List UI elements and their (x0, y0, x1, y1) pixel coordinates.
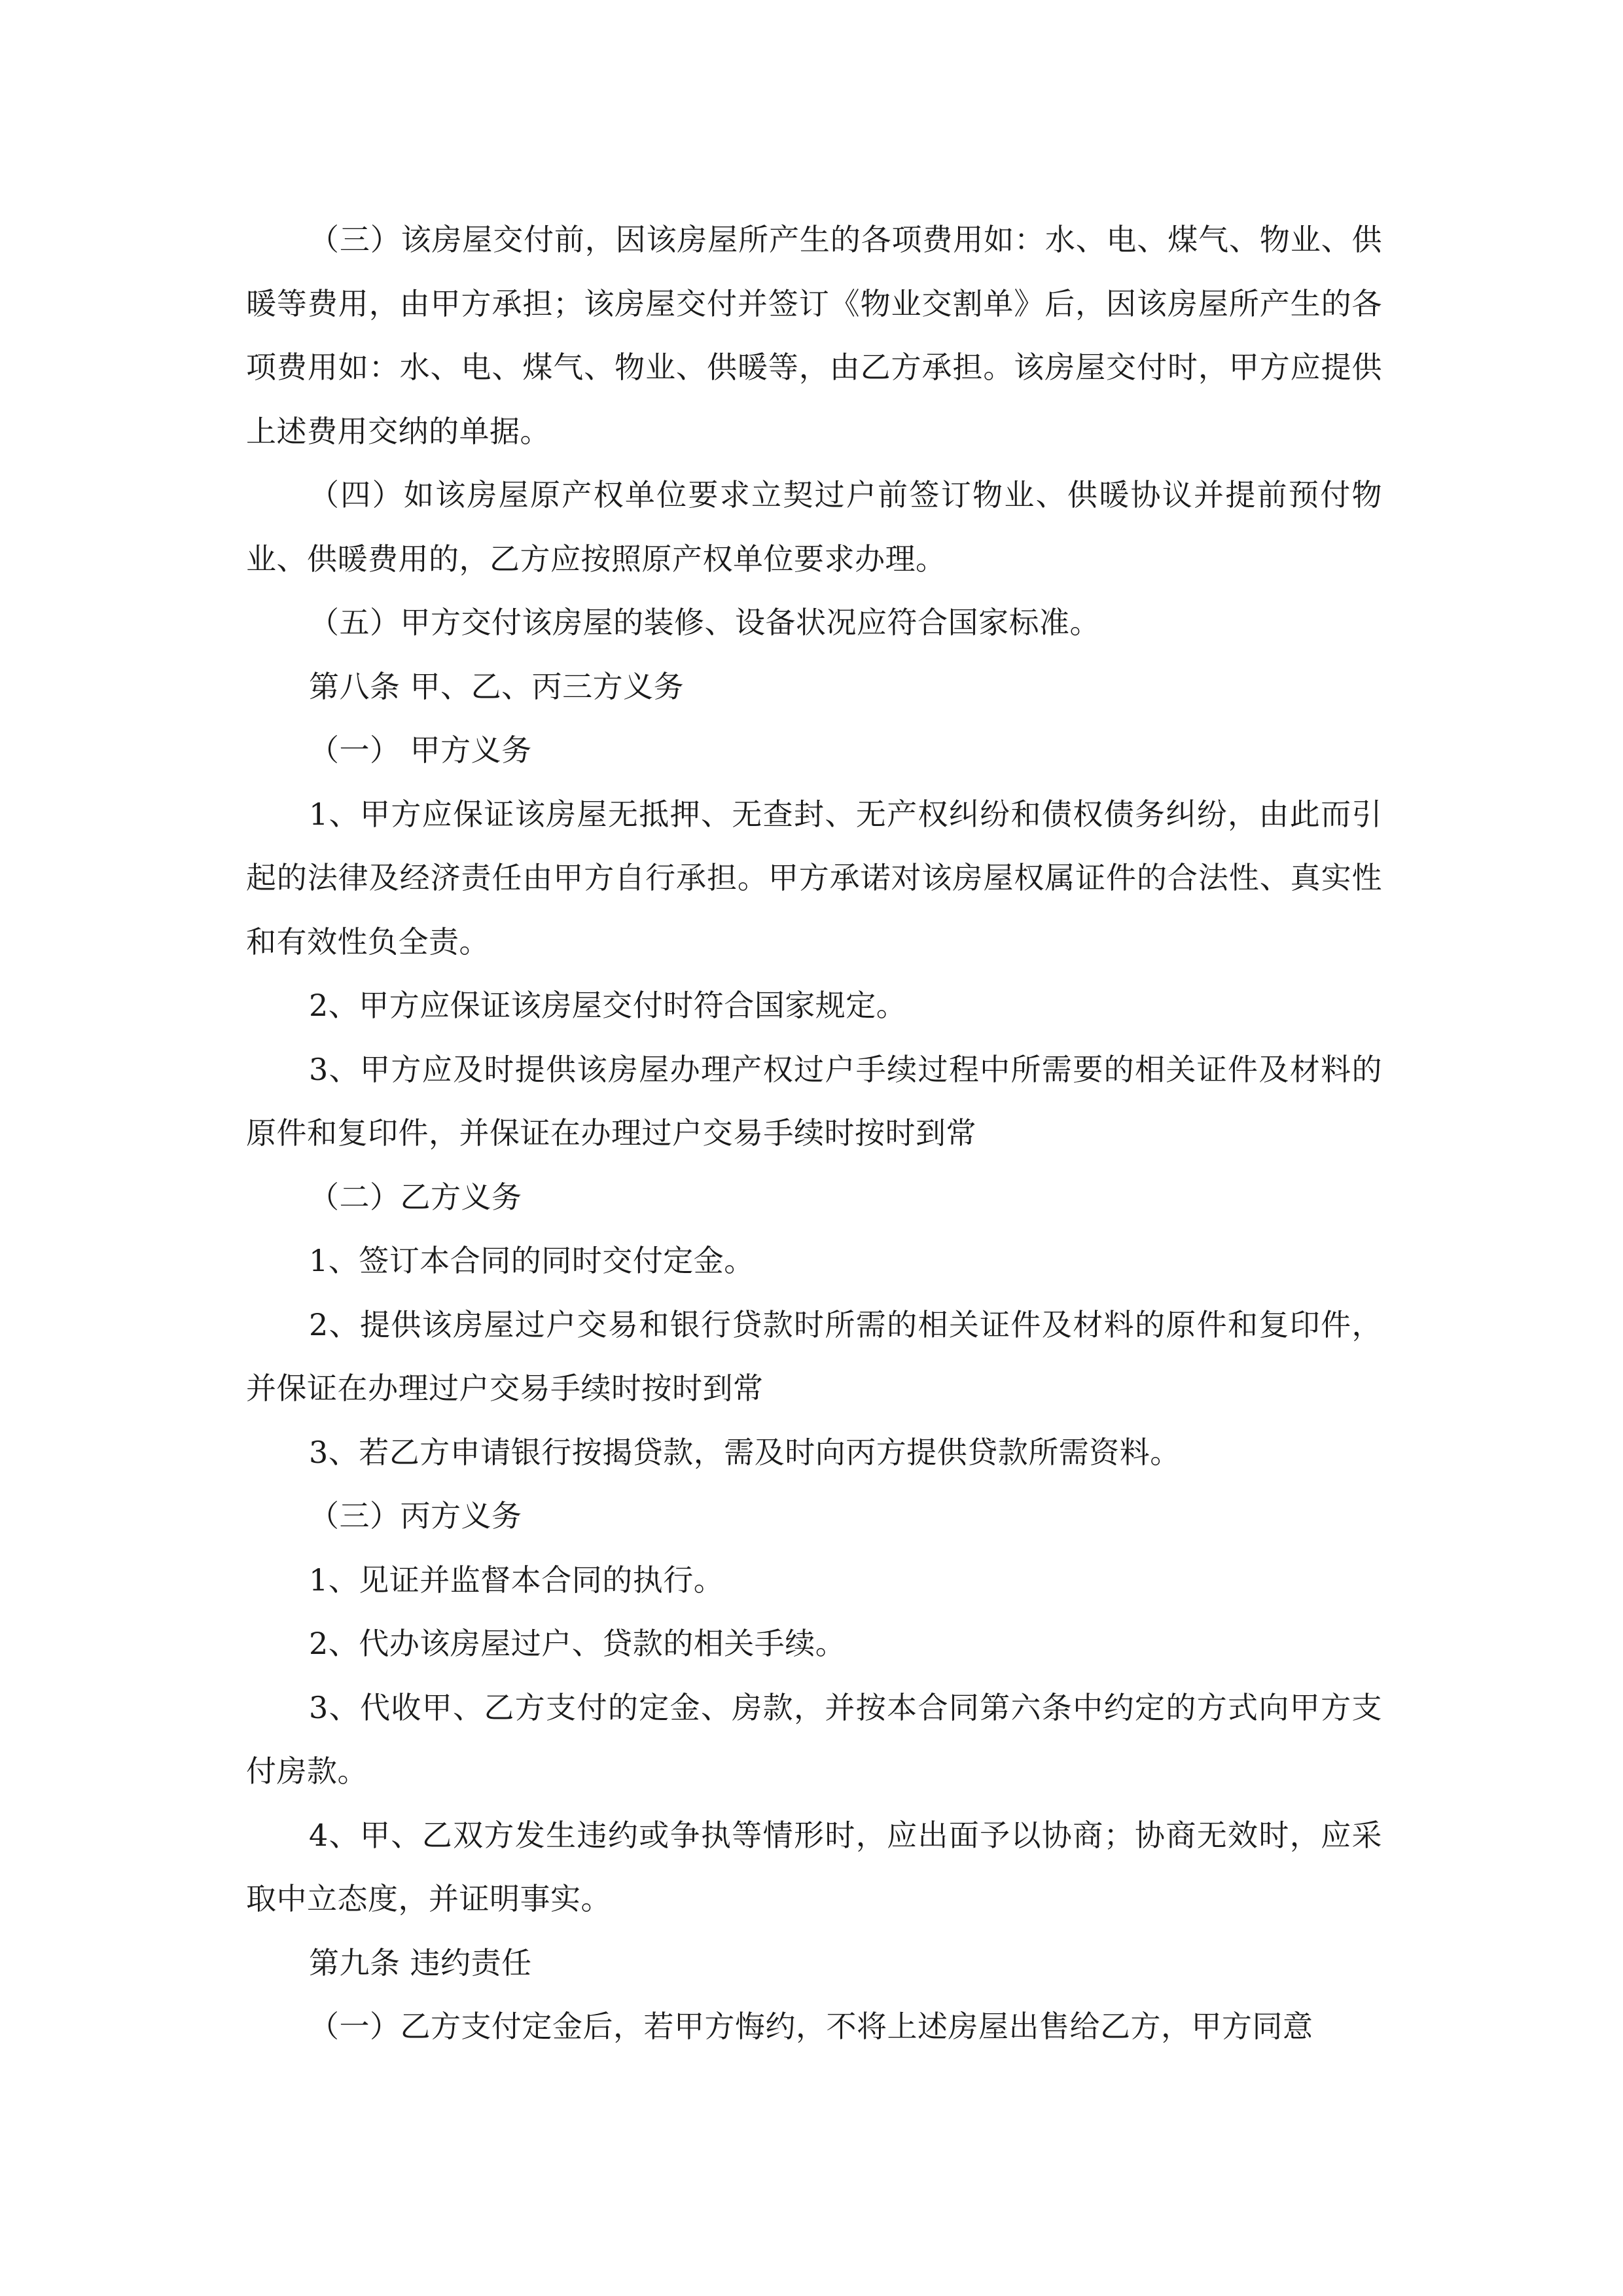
document-body (246, 208, 1382, 2059)
subsection-heading: （三）丙方义务 (309, 1498, 522, 1534)
paragraph: 1、签订本合同的同时交付定金。 (309, 1243, 755, 1278)
paragraph: 3、甲方应及时提供该房屋办理产权过户手续过程中所需要的相关证件及材料的原件和复印件，并保证在办理过户交易手续时按时到常 (246, 1051, 1382, 1151)
paragraph: 2、提供该房屋过户交易和银行贷款时所需的相关证件及材料的原件和复印件，并保证在办理过户交易手续时按时到常 (246, 1306, 1382, 1406)
paragraph: 3、代收甲、乙方支付的定金、房款，并按本合同第六条中约定的方式向甲方支付房款。 (246, 1689, 1382, 1789)
section-heading: 第九条 违约责任 (309, 1945, 532, 1981)
paragraph: 1、甲方应保证该房屋无抵押、无查封、无产权纠纷和债权债务纠纷，由此而引起的法律及经济责任由甲方自行承担。甲方承诺对该房屋权属证件的合法性、真实性和有效性负全责。 (246, 796, 1382, 960)
paragraph: （四）如该房屋原产权单位要求立契过户前签订物业、供暖协议并提前预付物业、供暖费用的，乙方应按照原产权单位要求办理。 (246, 477, 1382, 577)
paragraph: 2、甲方应保证该房屋交付时符合国家规定。 (309, 988, 907, 1023)
paragraph: （三）该房屋交付前，因该房屋所产生的各项费用如：水、电、煤气、物业、供暖等费用，由甲方承担；该房屋交付并签订《物业交割单》后，因该房屋所产生的各项费用如：水、电、煤气、物业、供暖等，由乙方承担。该房屋交付时，甲方应提供上述费用交纳的单据。 (246, 222, 1382, 449)
subsection-heading: （一） 甲方义务 (309, 732, 532, 768)
paragraph: 3、若乙方申请银行按揭贷款，需及时向丙方提供贷款所需资料。 (309, 1434, 1181, 1470)
paragraph: 2、代办该房屋过户、贷款的相关手续。 (309, 1626, 846, 1661)
paragraph: （一）乙方支付定金后，若甲方悔约，不将上述房屋出售给乙方，甲方同意 (309, 2009, 1313, 2044)
paragraph: 1、见证并监督本合同的执行。 (309, 1562, 724, 1598)
paragraph: 4、甲、乙双方发生违约或争执等情形时，应出面予以协商；协商无效时，应采取中立态度，并证明事实。 (246, 1817, 1382, 1916)
paragraph: （五）甲方交付该房屋的装修、设备状况应符合国家标准。 (309, 605, 1100, 640)
subsection-heading: （二）乙方义务 (309, 1179, 522, 1215)
section-heading: 第八条 甲、乙、丙三方义务 (309, 668, 685, 704)
